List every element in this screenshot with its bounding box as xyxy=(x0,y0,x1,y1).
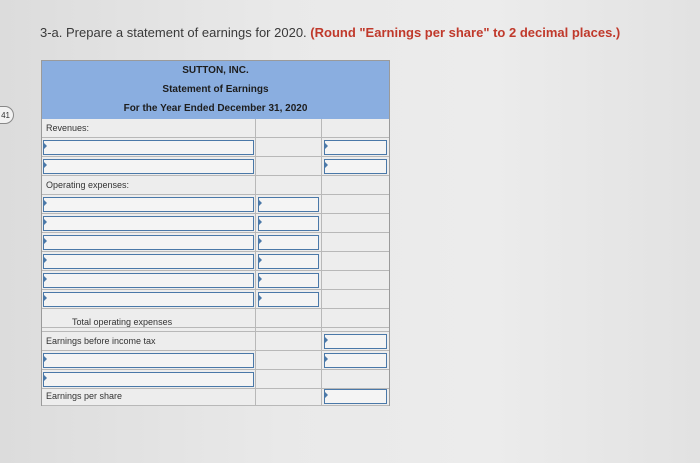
tax-amount-input[interactable] xyxy=(324,353,387,368)
earnings-before-tax-label: Earnings before income tax xyxy=(46,336,156,346)
table-row xyxy=(42,176,389,195)
table-row xyxy=(42,387,389,406)
earnings-before-tax-input[interactable] xyxy=(324,334,387,349)
revenue-amount-input-1[interactable] xyxy=(324,140,387,155)
expense-amount-input-2[interactable] xyxy=(258,216,319,231)
table-row xyxy=(42,351,389,370)
expense-amount-input-3[interactable] xyxy=(258,235,319,250)
expense-amount-input-5[interactable] xyxy=(258,273,319,288)
expense-amount-input-1[interactable] xyxy=(258,197,319,212)
table-row xyxy=(42,195,389,214)
expense-account-input-3[interactable] xyxy=(43,235,254,250)
revenues-label: Revenues: xyxy=(46,123,90,133)
revenue-amount-input-2[interactable] xyxy=(324,159,387,174)
operating-expenses-label: Operating expenses: xyxy=(46,180,130,190)
expense-amount-input-6[interactable] xyxy=(258,292,319,307)
table-row xyxy=(42,332,389,351)
instruction-text xyxy=(40,25,620,40)
table-row xyxy=(42,271,389,290)
net-earnings-account-input[interactable] xyxy=(43,372,254,387)
company-name: SUTTON, INC. xyxy=(182,65,249,76)
eps-label: Earnings per share xyxy=(46,391,123,401)
eps-input[interactable] xyxy=(324,389,387,404)
table-row xyxy=(42,138,389,157)
statement-header xyxy=(42,61,389,119)
table-row xyxy=(42,157,389,176)
statement-worksheet xyxy=(41,60,390,406)
revenue-account-input-1[interactable] xyxy=(43,140,254,155)
table-row xyxy=(42,252,389,271)
expense-account-input-1[interactable] xyxy=(43,197,254,212)
table-row xyxy=(42,313,389,332)
expense-account-input-5[interactable] xyxy=(43,273,254,288)
table-row xyxy=(42,119,389,138)
statement-period: For the Year Ended December 31, 2020 xyxy=(123,103,308,114)
table-row xyxy=(42,290,389,309)
expense-account-input-4[interactable] xyxy=(43,254,254,269)
instruction-prefix: 3-a. Prepare a statement of earnings for 2020. xyxy=(40,25,307,40)
tax-account-input[interactable] xyxy=(43,353,254,368)
expense-account-input-2[interactable] xyxy=(43,216,254,231)
revenue-account-input-2[interactable] xyxy=(43,159,254,174)
question-number-badge[interactable]: 41 xyxy=(0,106,14,124)
table-row xyxy=(42,214,389,233)
expense-account-input-6[interactable] xyxy=(43,292,254,307)
table-row xyxy=(42,233,389,252)
expense-amount-input-4[interactable] xyxy=(258,254,319,269)
instruction-rounding-note: (Round "Earnings per share" to 2 decimal places.) xyxy=(310,25,621,40)
statement-title: Statement of Earnings xyxy=(162,84,269,95)
total-operating-expenses-label: Total operating expenses xyxy=(72,317,173,327)
